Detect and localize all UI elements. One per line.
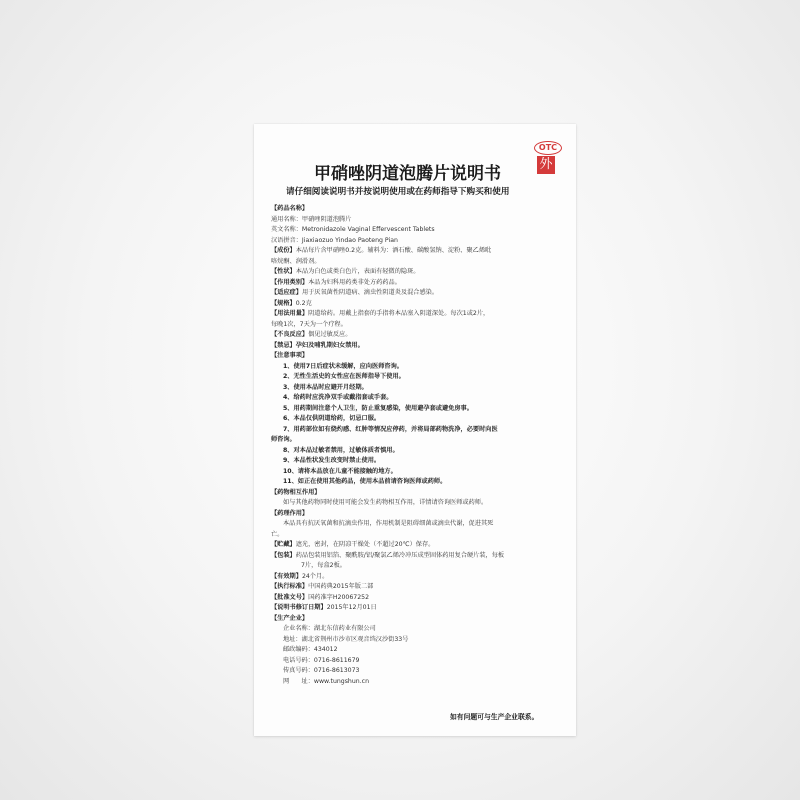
manufacturer-line: 传真号码：0716-8613073 (283, 667, 360, 674)
standard-text: 中国药典2015年版二部 (308, 583, 374, 590)
section-heading-standard: 【执行标准】 (271, 583, 309, 590)
precaution-item: 11、如正在使用其他药品，使用本品前请咨询医师或药师。 (283, 478, 447, 485)
precaution-item: 师咨询。 (271, 436, 296, 443)
section-heading-adverse: 【不良反应】 (271, 331, 309, 338)
precaution-item: 5、用药期间注意个人卫生，防止重复感染，使用避孕套或避免房事。 (283, 404, 473, 412)
precaution-item: 10、请将本品放在儿童不能接触的地方。 (283, 467, 397, 475)
precaution-item: 7、用药部位如有烧灼感、红肿等情况应停药，并将局部药物洗净，必要时向医 (283, 425, 498, 433)
package-text: 药品包装用铝箔、聚酰胺/铝/聚氯乙烯冷冲压成型固体药用复合硬片装，每板 (295, 551, 505, 559)
usage-text: 阴道给药。用戴上指套的手指将本品塞入阴道深处。每次1或2片， (308, 310, 490, 317)
section-heading-validity: 【有效期】 (271, 572, 302, 580)
contra-text: 孕妇及哺乳期妇女禁用。 (295, 341, 364, 349)
manufacturer-line: 网 址：www.tungshun.cn (283, 677, 369, 685)
footer-contact-note: 如有问题可与生产企业联系。 (450, 713, 539, 721)
pharmacology-text: 本品具有抗厌氧菌和抗滴虫作用，作用机制是阻碍细菌或滴虫代谢，促进其死 (283, 520, 494, 527)
storage-text: 遮光，密封，在阴凉干燥处（不超过20℃）保存。 (295, 541, 435, 548)
manufacturer-line: 电话号码：0716-8611679 (283, 656, 360, 664)
indication-text: 用于厌氧菌性阴道病、滴虫性阴道炎及混合感染。 (301, 289, 439, 296)
precaution-item: 2、无性生活史的女性应在医师指导下使用。 (283, 373, 405, 380)
precaution-item: 8、对本品过敏者禁用，过敏体质者慎用。 (283, 446, 399, 454)
precaution-item: 4、给药时应洗净双手或戴指套或手套。 (283, 394, 393, 401)
precaution-item: 6、本品仅供阴道给药，切忌口服。 (283, 415, 381, 422)
otc-badge: OTC (534, 141, 562, 155)
leaflet-body (271, 204, 567, 687)
section-heading-manufacturer: 【生产企业】 (271, 614, 309, 622)
interactions-text: 如与其他药物同时使用可能会发生药物相互作用，详情请咨询医师或药师。 (283, 499, 488, 506)
manufacturer-line: 邮政编码：434012 (283, 646, 338, 653)
leaflet-subtitle: 请仔细阅读说明书并按说明使用或在药师指导下购买和使用 (286, 187, 510, 197)
section-heading-name: 【药品名称】 (271, 205, 309, 212)
manufacturer-line: 企业名称：湖北东信药业有限公司 (283, 625, 376, 632)
section-heading-interactions: 【药物相互作用】 (271, 488, 321, 496)
external-use-badge: 外 (537, 156, 555, 174)
section-heading-category: 【作用类别】 (271, 278, 309, 286)
composition-text-cont: 咯烷酮、润滑剂。 (271, 257, 321, 265)
section-heading-indication: 【适应症】 (271, 289, 302, 296)
approval-text: 国药准字H20067252 (308, 593, 370, 601)
usage-text-cont: 每晚1次，7天为一个疗程。 (271, 320, 347, 328)
section-heading-precautions: 【注意事项】 (271, 352, 309, 359)
manufacturer-line: 地址：湖北省荆州市沙市区观音垱汉沙街33号 (283, 635, 409, 643)
section-heading-composition: 【成份】 (271, 247, 296, 254)
section-heading-storage: 【贮藏】 (271, 541, 296, 548)
section-heading-spec: 【规格】 (271, 299, 296, 307)
section-heading-approval: 【批准文号】 (271, 593, 309, 601)
precaution-item: 9、本品性状发生改变时禁止使用。 (283, 457, 381, 464)
character-text: 本品为白色或类白色片，表面有轻微的隐斑。 (295, 268, 420, 275)
validity-text: 24个月。 (301, 572, 329, 580)
spec-text: 0.2克 (295, 299, 312, 307)
category-text: 本品为妇科用药类非处方药药品。 (308, 278, 401, 286)
composition-text: 本品每片含甲硝唑0.2克。辅料为：酒石酸、碳酸氢钠、淀粉、聚乙烯吡 (295, 247, 492, 254)
pharmacology-text-cont: 亡。 (271, 530, 284, 538)
generic-name: 通用名称：甲硝唑阴道泡腾片 (271, 215, 352, 223)
precaution-item: 3、使用本品时应避开月经期。 (283, 383, 368, 391)
revision-text: 2015年12月01日 (326, 604, 377, 611)
section-heading-revision: 【说明书修订日期】 (271, 604, 327, 611)
package-text-cont: 7片，每盒2板。 (301, 562, 346, 569)
section-heading-pharmacology: 【药理作用】 (271, 509, 309, 517)
section-heading-package: 【包装】 (271, 551, 296, 559)
instruction-leaflet (254, 124, 576, 736)
english-name: 英文名称：Metronidazole Vaginal Effervescent Tablets (271, 226, 435, 233)
section-heading-character: 【性状】 (271, 268, 296, 275)
section-heading-usage: 【用法用量】 (271, 310, 309, 317)
pinyin-name: 汉语拼音：Jiaxiaozuo Yindao Paoteng Pian (271, 236, 398, 244)
precaution-item: 1、使用7日后症状未缓解，应向医师咨询。 (283, 362, 403, 370)
adverse-text: 偶见过敏反应。 (308, 331, 352, 338)
leaflet-title: 甲硝唑阴道泡腾片说明书 (314, 164, 501, 184)
section-heading-contra: 【禁忌】 (271, 341, 296, 349)
